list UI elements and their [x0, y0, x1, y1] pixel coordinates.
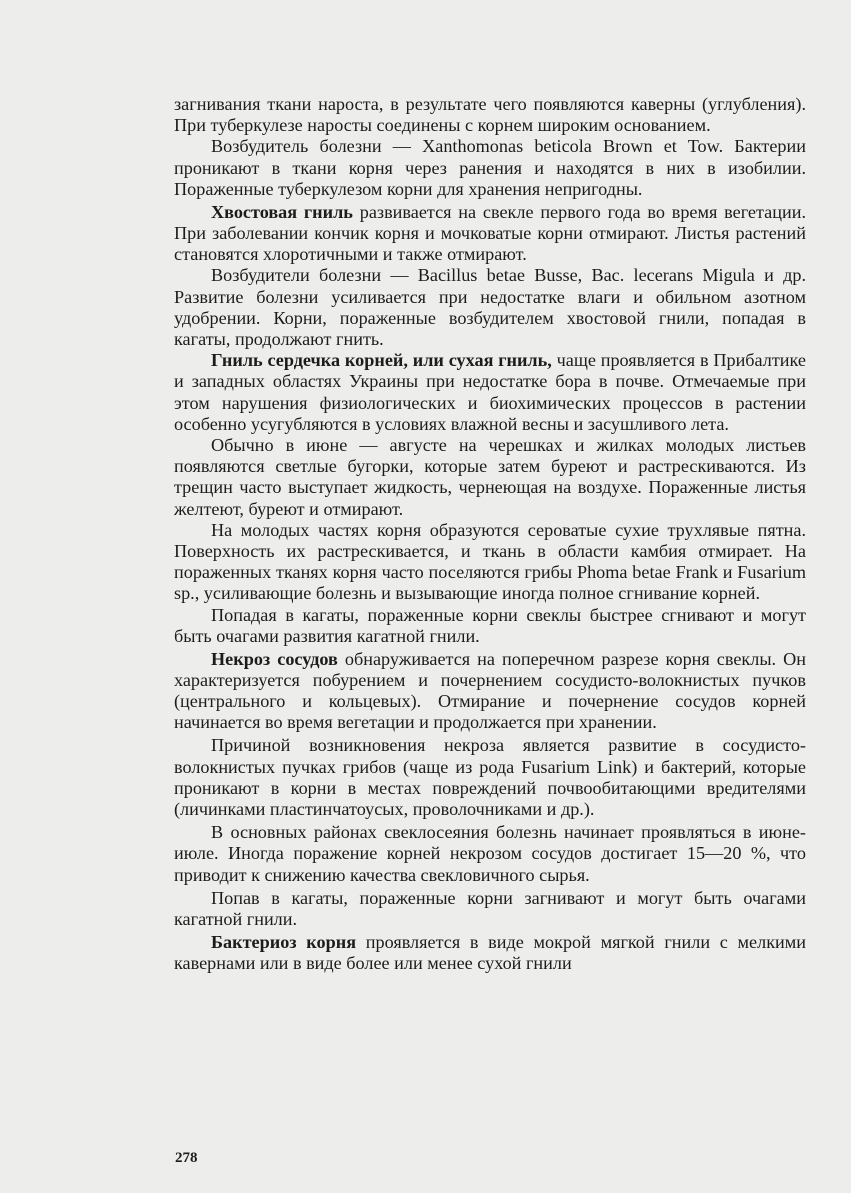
term-heading: Хвостовая гниль — [211, 201, 353, 222]
paragraph — [174, 735, 806, 820]
paragraph — [174, 435, 806, 520]
term-heading: Некроз сосудов — [211, 648, 338, 669]
paragraph-text: чаще проявляется в Прибалтике и западных областях Украины при недостатке бора в почве. Отмечаемые при этом нарушения физиологических и биохимических процессов в растении особенно усугубляются в условиях влажной весны и засушливого лета. — [174, 350, 806, 434]
paragraph-text: На молодых частях корня образуются сероватые сухие трухлявые пятна. Поверхность их растрескивается, и ткань в области камбия отмирает. На пораженных тканях корня часто поселяются грибы Phoma betae Frank и Fusarium sp., усиливающие болезнь и вызывающие иногда полное сгнивание корней. — [174, 519, 806, 604]
paragraph — [174, 822, 806, 886]
paragraph — [174, 888, 806, 930]
paragraph-text: обнаруживается на поперечном разрезе корня свеклы. Он характеризуется побурением и почернением сосудисто-волокнистых пучков (центрального и кольцевых). Отмирание и почернение сосудов корней начинается во время вегетации и продолжается при хранении. — [174, 648, 806, 733]
paragraph — [174, 350, 806, 435]
paragraph — [174, 605, 806, 647]
paragraph-text: Причиной возникновения некроза является развитие в сосудисто-волокнистых пучках грибов (чаще из рода Fusarium Link) и бактерий, которые проникают в корни в местах повреждений почвообитающими вредителями (личинками пластинчатоусых, проволочниками и др.). — [174, 735, 806, 820]
page-text — [174, 94, 806, 974]
paragraph — [174, 649, 806, 734]
paragraph-text: развивается на свекле первого года во время вегетации. При заболевании кончик корня и мочковатые корни отмирают. Листья растений становятся хлоротичными и также отмирают. — [174, 201, 806, 265]
paragraph — [174, 94, 806, 136]
term-heading: Гниль сердечка корней, или сухая гниль, — [211, 350, 552, 371]
paragraph — [174, 202, 806, 266]
page-number: 278 — [175, 1150, 198, 1166]
paragraph-text: Возбудитель болезни — Xanthomonas beticola Brown et Tow. Бактерии проникают в ткани корня через ранения и находятся в них в изобилии. Пораженные туберкулезом корни для хранения непригодны. — [174, 136, 806, 199]
paragraph-text: Обычно в июне — августе на черешках и жилках молодых листьев появляются светлые бугорки, которые затем буреют и растрескиваются. Из трещин часто выступает жидкость, чернеющая на воздухе. Пораженные листья желтеют, буреют и отмирают. — [174, 435, 806, 519]
paragraph — [174, 265, 806, 350]
paragraph-text: В основных районах свеклосеяния болезнь начинает проявляться в июне-июле. Иногда поражение корней некрозом сосудов достигает 15—20 %, что приводит к снижению качества свекловичного сырья. — [174, 822, 806, 885]
paragraph — [174, 932, 806, 974]
term-heading: Бактериоз корня — [211, 931, 357, 952]
paragraph-text: проявляется в виде мокрой мягкой гнили с мелкими кавернами или в виде более или менее сухой гнили — [174, 931, 807, 973]
paragraph-text: загнивания ткани нароста, в результате чего появляются каверны (углубления). При туберкулезе наросты соединены с корнем широким основанием. — [174, 94, 806, 136]
paragraph-text: Попадая в кагаты, пораженные корни свеклы быстрее сгнивают и могут быть очагами развития кагатной гнили. — [174, 604, 806, 646]
paragraph-text: Возбудители болезни — Bacillus betae Busse, Bac. lecerans Migula и др. Развитие болезни усиливается при недостатке влаги и обильном азотном удобрении. Корни, пораженные возбудителем хвостовой гнили, попадая в кагаты, продолжают гнить. — [174, 265, 806, 350]
paragraph — [174, 520, 806, 605]
paragraph-text: Попав в кагаты, пораженные корни загнивают и могут быть очагами кагатной гнили. — [174, 887, 806, 929]
paragraph — [174, 136, 806, 200]
